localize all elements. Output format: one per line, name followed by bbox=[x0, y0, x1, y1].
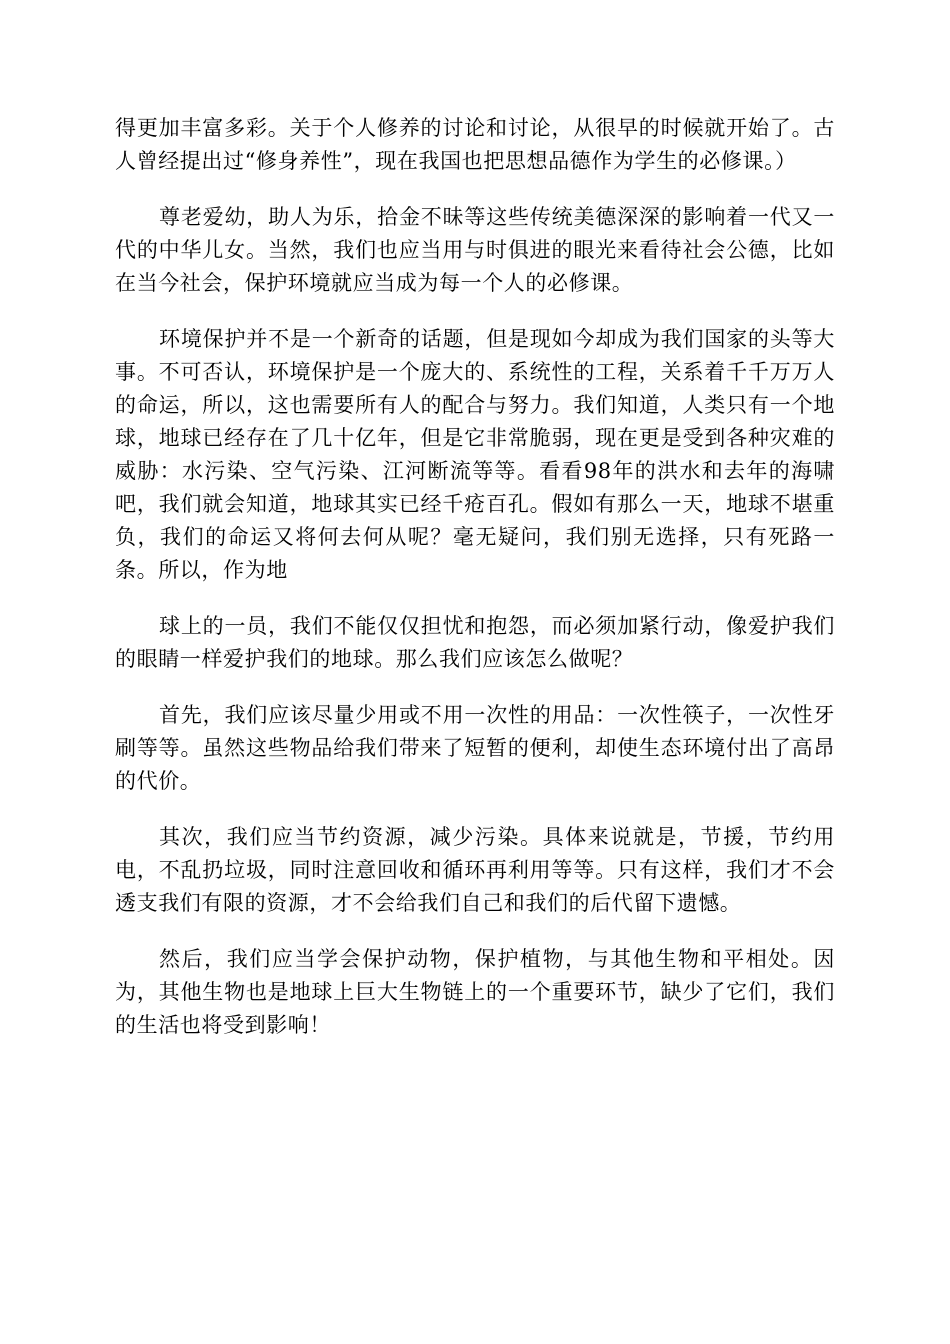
paragraph-third-point: 然后，我们应当学会保护动物，保护植物，与其他生物和平相处。因为，其他生物也是地球上巨大生物链上的一个重要环节，缺少了它们，我们的生活也将受到影响！ bbox=[115, 947, 835, 1037]
paragraph-first-point: 首先，我们应该尽量少用或不用一次性的用品：一次性筷子，一次性牙刷等等。虽然这些物品给我们带来了短暂的便利，却使生态环境付出了高昂的代价。 bbox=[115, 703, 835, 793]
paragraph-environmental-protection: 环境保护并不是一个新奇的话题，但是现如今却成为我们国家的头等大事。不可否认，环境保护是一个庞大的、系统性的工程，关系着千千万万人的命运，所以，这也需要所有人的配合与努力。我们知道，人类只有一个地球，地球已经存在了几十亿年，但是它非常脆弱，现在更是受到各种灾难的威胁：水污染、空气污染、江河断流等等。看看98年的洪水和去年的海啸吧，我们就会知道，地球其实已经千疮百孔。假如有那么一天，地球不堪重负，我们的命运又将何去何从呢？毫无疑问，我们别无选择，只有死路一条。所以，作为地 bbox=[115, 327, 835, 582]
paragraph-continuation: 得更加丰富多彩。关于个人修养的讨论和讨论，从很早的时候就开始了。古人曾经提出过“修身养性”，现在我国也把思想品德作为学生的必修课。） bbox=[115, 116, 835, 173]
paragraph-traditional-virtues: 尊老爱幼，助人为乐，拾金不昧等这些传统美德深深的影响着一代又一代的中华儿女。当然，我们也应当用与时俱进的眼光来看待社会公德，比如在当今社会，保护环境就应当成为每一个人的必修课。 bbox=[115, 205, 835, 295]
paragraph-earth-member: 球上的一员，我们不能仅仅担忧和抱怨，而必须加紧行动，像爱护我们的眼睛一样爱护我们的地球。那么我们应该怎么做呢？ bbox=[115, 614, 835, 671]
paragraph-second-point: 其次，我们应当节约资源，减少污染。具体来说就是，节援，节约用电，不乱扔垃圾，同时注意回收和循环再利用等等。只有这样，我们才不会透支我们有限的资源，才不会给我们自己和我们的后代留下遗憾。 bbox=[115, 825, 835, 915]
document-body bbox=[115, 112, 835, 1065]
